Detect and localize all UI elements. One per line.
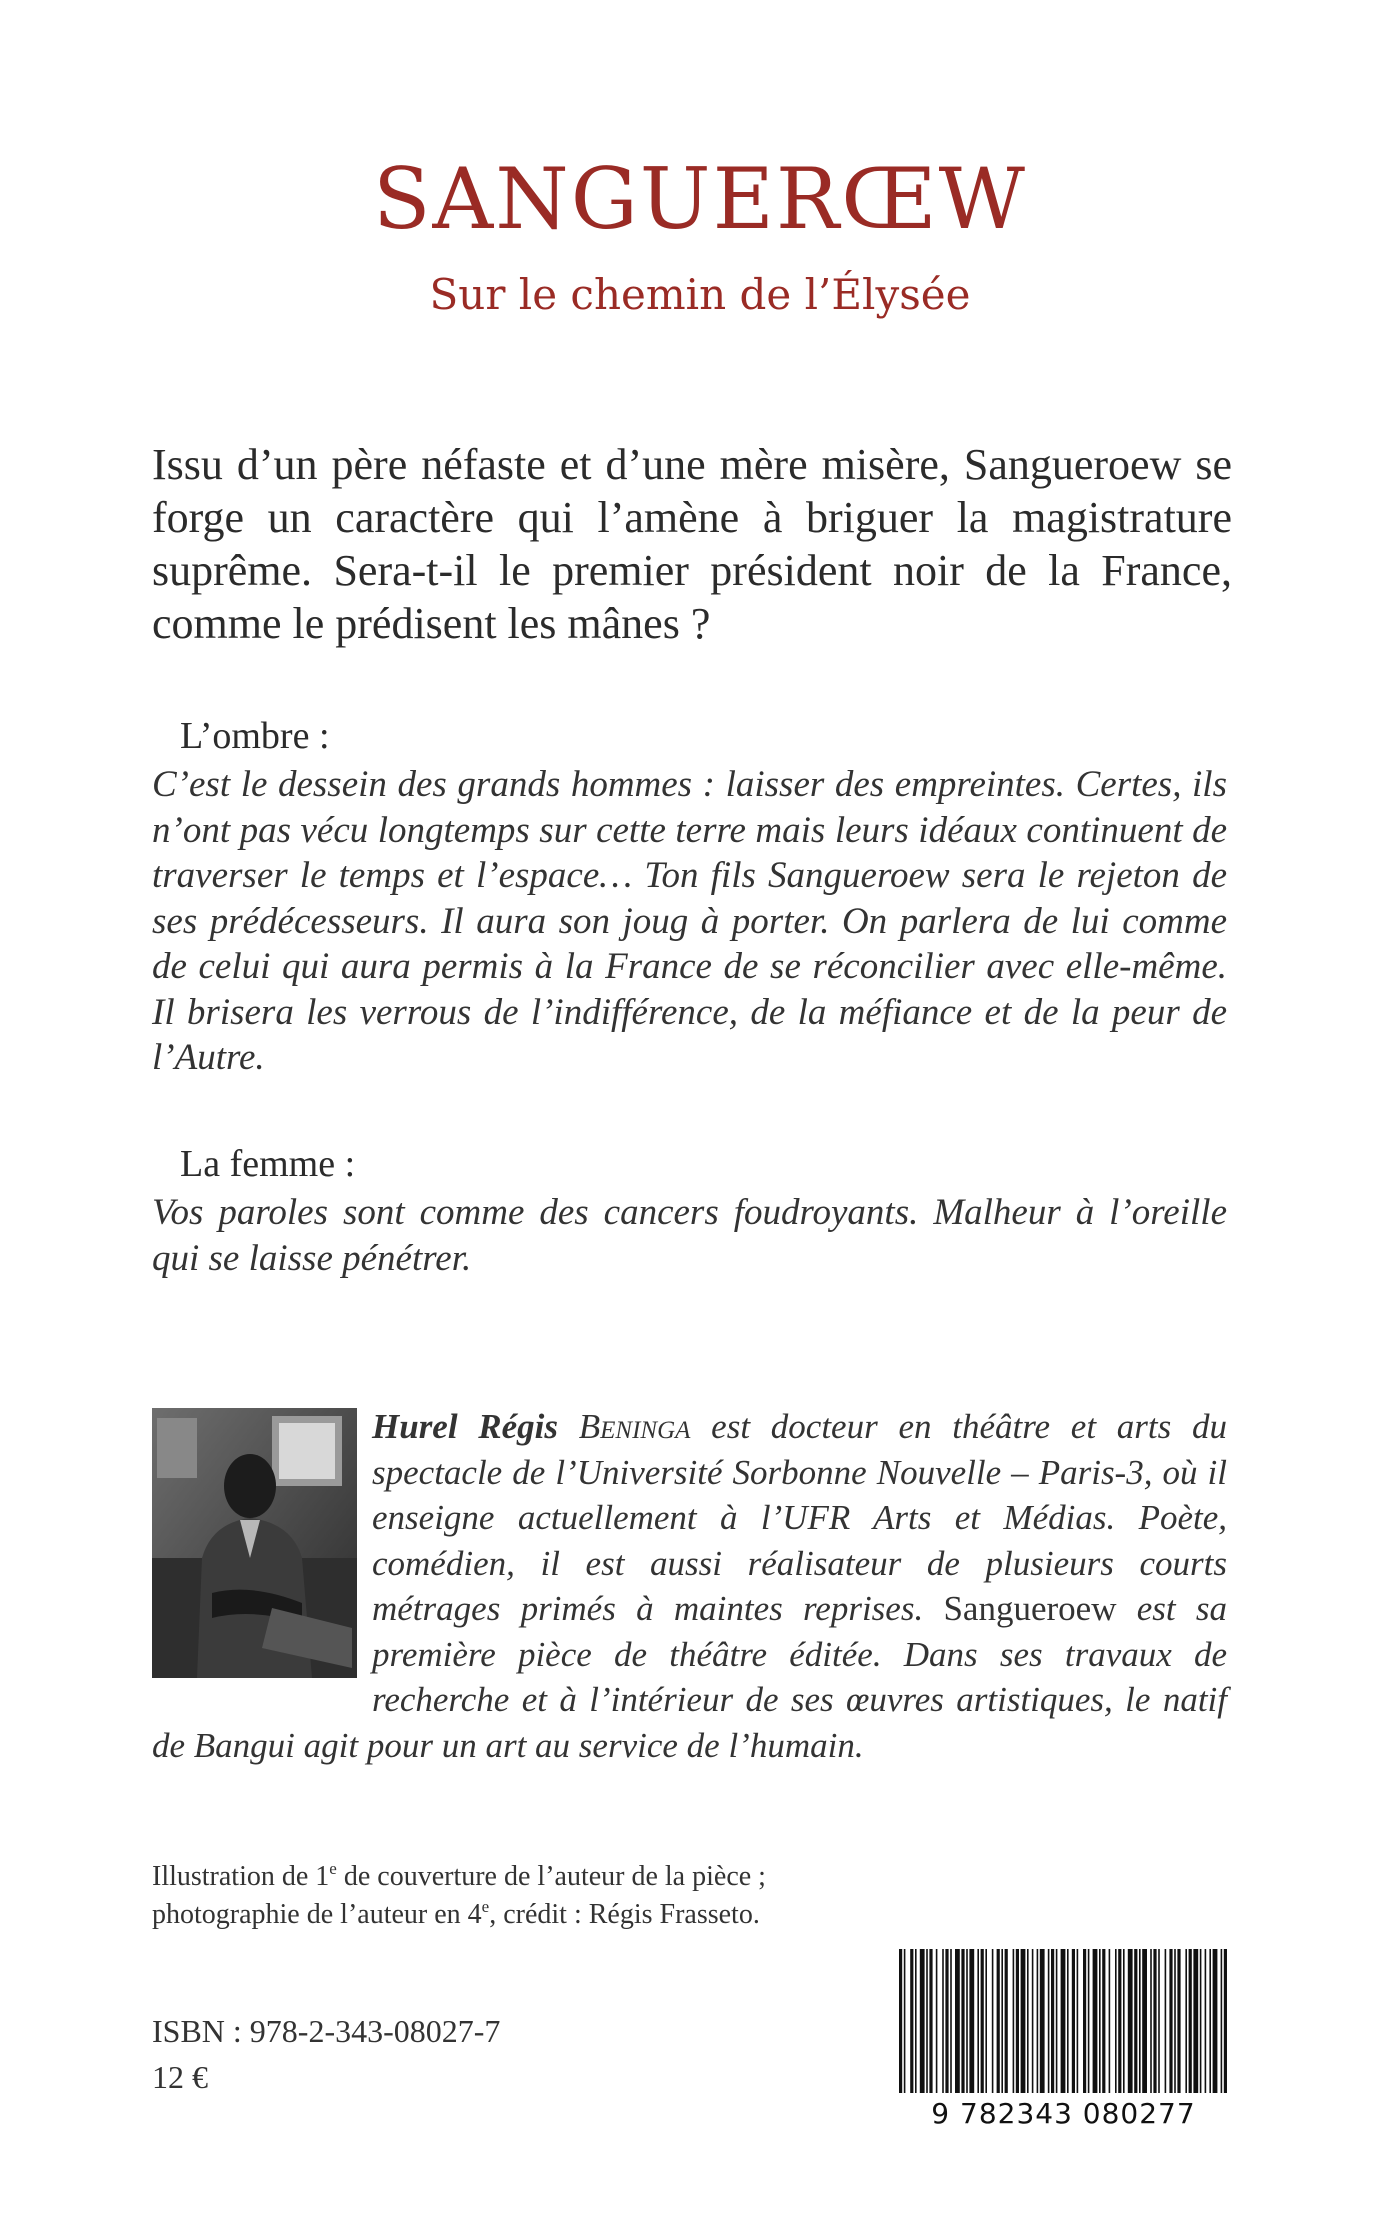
dialogue-speaker-woman: La femme :	[180, 1143, 356, 1185]
barcode-bar	[1037, 1949, 1039, 2093]
barcode-bar	[1072, 1949, 1075, 2093]
credit1-sup: e	[329, 1859, 337, 1878]
synopsis-paragraph: Issu d’un père néfaste et d’une mère misère, Sangueroew se forge un caractère qui l’amène à briguer la magistrature suprême. Sera-t-il le premier président noir de la France, comme le prédisent les mânes ?	[152, 440, 1232, 648]
dialogue-quote-shadow: C’est le dessein des grands hommes : laisser des empreintes. Certes, ils n’ont pas vécu longtemps sur cette terre mais leurs idéaux continuent de traverser le temps et l’espace… Ton fils Sangueroew sera le rejeton de ses prédécesseurs. Il aura son joug à porter. On parlera de lui comme de celui qui aura permis à la France de se réconcilier avec elle-même. Il brisera les verrous de l’indifférence, de la méfiance et de la peur de l’Autre.	[152, 764, 1227, 1078]
barcode-bar	[1177, 1949, 1180, 2093]
credit2-sup: e	[481, 1897, 490, 1916]
bio-text-part1: est docteur en théâtre et arts du spectacle de l’Université Sorbonne Nouvelle – Paris-3, où il enseigne actuellement à l’UFR Arts et Médias. Poète, comédien, il est aussi réalisateur de plusieurs courts métrages primés à maintes reprises.	[372, 1407, 1227, 1628]
barcode-bar	[1021, 1949, 1026, 2093]
barcode-bar	[1109, 1949, 1111, 2093]
dialogue-speaker-shadow: L’ombre :	[180, 715, 330, 757]
barcode-bar	[955, 1949, 960, 2093]
bio-text-part2: est sa première pièce de théâtre éditée. Dans ses travaux de recherche et à l’intérieur de ses œuvres artistiques, le natif de Bangui agit pour un art au service de l’humain.	[152, 1589, 1227, 1765]
barcode-bar	[1005, 1949, 1008, 2093]
barcode-bar	[1128, 1949, 1133, 2093]
credit-line-illustration	[152, 1861, 766, 1893]
barcode-bar	[1193, 1949, 1198, 2093]
barcode-bar	[977, 1949, 979, 2093]
photo-spacer	[152, 1404, 372, 1679]
barcode-bar	[1115, 1949, 1117, 2093]
barcode-bar	[966, 1949, 968, 2093]
barcode-bar	[1048, 1949, 1050, 2093]
barcode-bar	[1077, 1949, 1079, 2093]
barcode-bar	[942, 1949, 944, 2093]
barcode-bar	[1067, 1949, 1069, 2093]
barcode-bar	[1200, 1949, 1202, 2093]
author-last-name: Beninga	[578, 1407, 691, 1446]
barcode-bar	[1016, 1949, 1019, 2093]
barcode-bar	[936, 1949, 938, 2093]
barcode-bar	[1032, 1949, 1034, 2093]
barcode-bar	[1150, 1949, 1152, 2093]
barcode-bar	[1185, 1949, 1187, 2093]
barcode-bar	[997, 1949, 1000, 2093]
barcode-bar	[1174, 1949, 1176, 2093]
barcode-bar	[1213, 1949, 1218, 2093]
barcode-bar	[1189, 1949, 1192, 2093]
barcode-bar	[1088, 1949, 1090, 2093]
barcode-bar	[926, 1949, 928, 2093]
barcode-bar	[992, 1949, 994, 2093]
barcode-bar	[1099, 1949, 1101, 2093]
barcode-bar	[1013, 1949, 1015, 2093]
barcode-bar	[1205, 1949, 1207, 2093]
barcode-bar	[899, 1949, 902, 2093]
barcode-bar	[910, 1949, 913, 2093]
author-bio	[152, 1404, 1227, 1768]
barcode-bar	[950, 1949, 952, 2093]
barcode-bar	[1040, 1949, 1045, 2093]
barcode-bar	[1142, 1949, 1147, 2093]
barcode-bar	[920, 1949, 925, 2093]
barcode-bar	[1221, 1949, 1223, 2093]
barcode-bar	[961, 1949, 964, 2093]
book-subtitle: Sur le chemin de l’Élysée	[429, 270, 971, 319]
barcode-bar	[1118, 1949, 1121, 2093]
barcode-bar	[1153, 1949, 1156, 2093]
barcode-icon	[897, 1949, 1230, 2093]
barcode-bar	[1051, 1949, 1054, 2093]
bio-work-title: Sangueroew	[943, 1589, 1117, 1628]
barcode-bar	[904, 1949, 906, 2093]
author-first-name: Hurel Régis	[372, 1407, 559, 1446]
credit1-text-b: de couverture de l’auteur de la pièce ;	[336, 1861, 766, 1892]
barcode-bar	[1056, 1949, 1058, 2093]
barcode-bar	[1102, 1949, 1105, 2093]
credit2-text-b: , crédit : Régis Frasseto.	[489, 1899, 760, 1930]
book-title: SANGUERŒW	[372, 150, 1028, 248]
credit-line-photo	[152, 1899, 760, 1931]
barcode-bar	[1158, 1949, 1160, 2093]
barcode-bar	[981, 1949, 984, 2093]
credit1-text-a: Illustration de 1	[152, 1861, 330, 1892]
isbn: ISBN : 978-2-343-08027-7	[152, 2013, 501, 2049]
barcode-bar	[945, 1949, 948, 2093]
barcode-bar	[1027, 1949, 1029, 2093]
barcode-digits: 9 782343 080277	[931, 2097, 1196, 2130]
barcode-bar	[1134, 1949, 1137, 2093]
barcode-bar	[1165, 1949, 1167, 2093]
barcode-bar	[1083, 1949, 1086, 2093]
barcode-bar	[1209, 1949, 1211, 2093]
barcode-bar	[985, 1949, 987, 2093]
barcode-bar	[1224, 1949, 1227, 2093]
barcode-bar	[915, 1949, 917, 2093]
barcode-bar	[1093, 1949, 1098, 2093]
barcode-bar	[1123, 1949, 1125, 2093]
barcode-bar	[1139, 1949, 1141, 2093]
dialogue-quote-woman: Vos paroles sont comme des cancers foudroyants. Malheur à l’oreille qui se laisse pénétrer.	[152, 1192, 1227, 1279]
barcode-bar	[1001, 1949, 1003, 2093]
barcode-bar	[1169, 1949, 1172, 2093]
barcode-bar	[929, 1949, 932, 2093]
barcode-bar	[969, 1949, 974, 2093]
price: 12 €	[152, 2059, 208, 2095]
credit2-text-a: photographie de l’auteur en 4	[152, 1899, 482, 1930]
barcode-bar	[1061, 1949, 1066, 2093]
